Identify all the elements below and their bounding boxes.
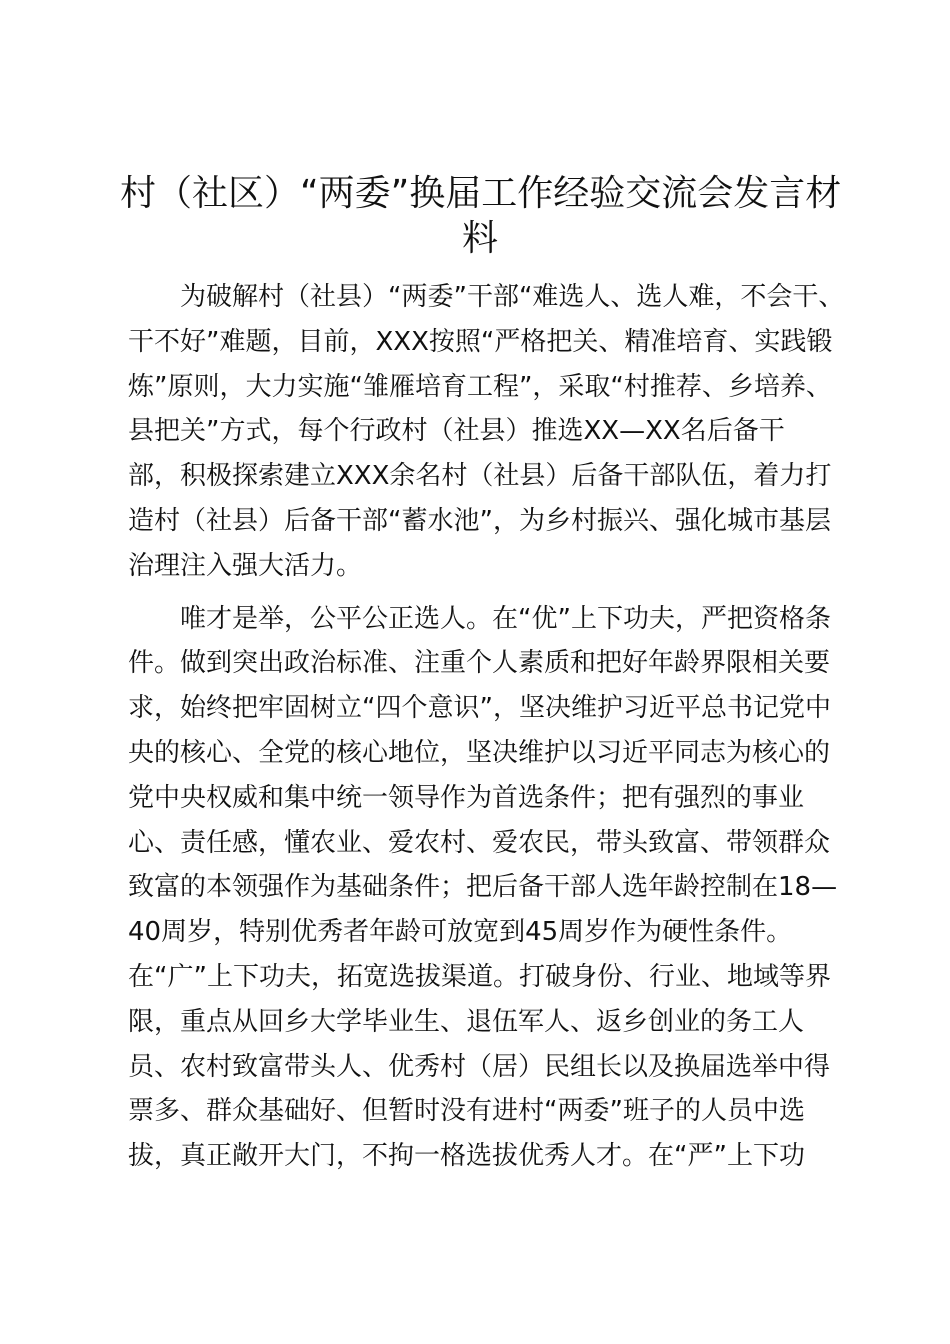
paragraph-line: 为破解村（社县）“两委”干部“难选人、选人难，不会干、: [180, 282, 845, 312]
paragraph-line: 央的核心、全党的核心地位，坚决维护以习近平同志为核心的: [128, 737, 831, 768]
paragraph-line: 在“广”上下功夫，拓宽选拔渠道。打破身份、行业、地域等界: [128, 961, 831, 992]
paragraph-line: 求，始终把牢固树立“四个意识”，坚决维护习近平总书记党中: [128, 693, 831, 724]
paragraph-line: 干不好”难题，目前，XXX按照“严格把关、精准培育、实践锻: [128, 326, 833, 357]
title-line: 料: [461, 217, 498, 259]
paragraph-spacer: [128, 589, 830, 597]
paragraph-line: 件。做到突出政治标准、注重个人素质和把好年龄界限相关要: [128, 648, 831, 679]
paragraph-2: [128, 597, 838, 1179]
paragraph-line: 拔，真正敞开大门，不拘一格选拔优秀人才。在“严”上下功: [128, 1141, 805, 1172]
paragraph-line: 唯才是举，公平公正选人。在“优”上下功夫，严把资格条: [180, 603, 831, 634]
title-line: 村（社区）“两委”换届工作经验交流会发言材: [120, 173, 842, 214]
paragraph-line: 票多、群众基础好、但暂时没有进村“两委”班子的人员中选: [128, 1096, 805, 1127]
paragraph-line: 党中央权威和集中统一领导作为首选条件；把有强烈的事业: [128, 782, 805, 813]
document-body: [128, 275, 845, 1179]
paragraph-line: 县把关”方式，每个行政村（社县）推选XX—XX名后备干: [128, 416, 785, 447]
paragraph-line: 造村（社县）后备干部“蓄水池”，为乡村振兴、强化城市基层: [128, 505, 831, 536]
paragraph-line: 40周岁，特别优秀者年龄可放宽到45周岁作为硬性条件。: [128, 917, 793, 948]
paragraph-line: 心、责任感，懂农业、爱农村、爱农民，带头致富、带领群众: [128, 827, 831, 858]
paragraph-line: 部，积极探索建立XXX余名村（社县）后备干部队伍，着力打: [128, 461, 832, 492]
document-title: [120, 168, 840, 258]
paragraph-line: 炼”原则，大力实施“雏雁培育工程”，采取“村推荐、乡培养、: [128, 371, 832, 402]
paragraph-line: 治理注入强大活力。: [128, 550, 363, 581]
paragraph-line: 员、农村致富带头人、优秀村（居）民组长以及换届选举中得: [128, 1051, 831, 1082]
paragraph-line: 致富的本领强作为基础条件；把后备干部人选年龄控制在18—: [128, 872, 838, 903]
paragraph-line: 限，重点从回乡大学毕业生、退伍军人、返乡创业的务工人: [128, 1006, 805, 1037]
paragraph-1: [128, 275, 845, 589]
